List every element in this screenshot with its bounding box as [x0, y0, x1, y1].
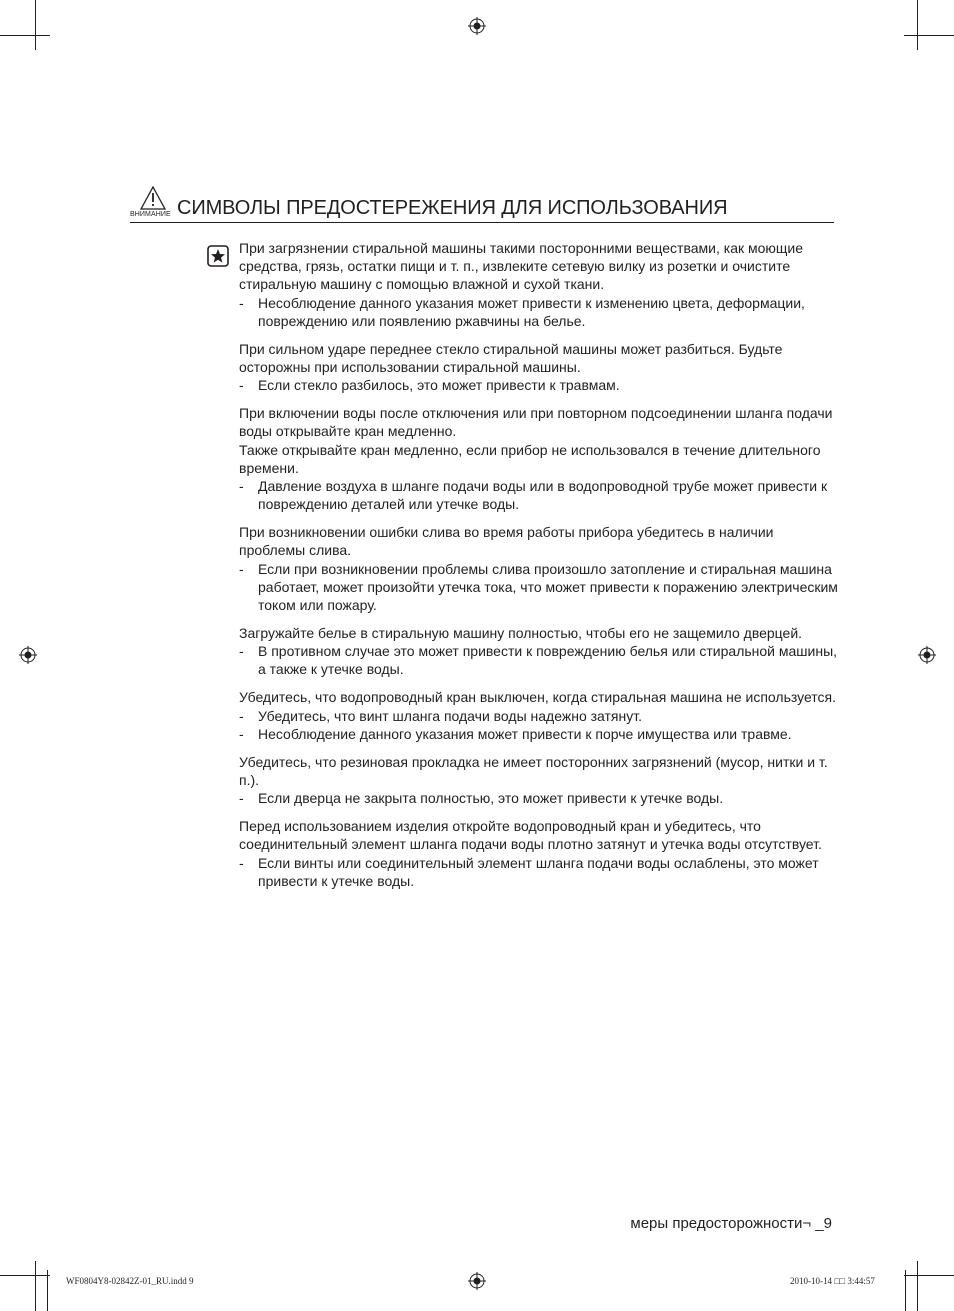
- precaution-text: При возникновении ошибки слива во время работы прибора убедитесь в наличии проблемы слива.: [239, 524, 774, 559]
- crop-mark: [917, 0, 918, 50]
- crop-mark: [0, 1275, 50, 1276]
- precaution-text: Загружайте белье в стиральную машину полностью, чтобы его не защемило дверцей.: [239, 625, 803, 642]
- crop-mark: [904, 1275, 954, 1276]
- page-footer-title: меры предосторожности¬ _9: [630, 1215, 832, 1232]
- bullet-dash: -: [239, 707, 244, 724]
- consequence-bullet: [239, 560, 839, 615]
- bullet-text: Если при возникновении проблемы слива произошло затопление и стиральная машина работает, может произойти утечка тока, что может привести к поражению электрическим током или пожару.: [258, 560, 838, 614]
- star-icon: [207, 245, 229, 267]
- bullet-dash: -: [239, 560, 244, 577]
- precaution-text: При загрязнении стиральной машины такими посторонними веществами, как моющие средства, грязь, остатки пищи и т. п., извлеките сетевую вилку из розетки и очистите стиральную машину с помощью влажной и сухой ткани.: [239, 240, 804, 293]
- bullet-text: Несоблюдение данного указания может привести к изменению цвета, деформации, повреждению или появлению ржавчины на белье.: [258, 294, 805, 329]
- precaution-text: Перед использованием изделия откройте водопроводный кран и убедитесь, что соединительный элемент шланга подачи воды плотно затянут и утечка воды отсутствует.: [239, 818, 822, 853]
- precaution-item: [239, 340, 839, 395]
- precaution-text: Также открывайте кран медленно, если прибор не использовался в течение длительного времени.: [239, 441, 821, 476]
- bullet-text: Убедитесь, что винт шланга подачи воды надежно затянут.: [258, 707, 642, 724]
- bullet-dash: -: [239, 725, 244, 742]
- print-slug-date: 2010-10-14 □□ 3:44:57: [790, 1276, 875, 1286]
- page-title: СИМВОЛЫ ПРЕДОСТЕРЕЖЕНИЯ ДЛЯ ИСПОЛЬЗОВАНИЯ: [177, 197, 728, 219]
- crop-mark: [35, 0, 36, 50]
- precaution-item: [239, 523, 839, 614]
- bullet-dash: -: [239, 790, 244, 807]
- precaution-text: Убедитесь, что водопроводный кран выключен, когда стиральная машина не используется.: [239, 689, 837, 706]
- bullet-text: Давление воздуха в шланге подачи воды или в водопроводной трубе может привести к повреждению деталей или утечке воды.: [258, 478, 828, 513]
- crop-mark: [47, 1270, 48, 1311]
- consequence-bullet: [239, 477, 839, 513]
- bullet-dash: -: [239, 294, 244, 311]
- crop-mark: [905, 1270, 906, 1311]
- consequence-bullet: [239, 789, 839, 807]
- precaution-item: [239, 624, 839, 679]
- bullet-dash: -: [239, 478, 244, 495]
- consequence-bullet: [239, 707, 839, 725]
- bullet-dash: -: [239, 643, 244, 660]
- print-slug-file: WF0804Y8-02842Z-01_RU.indd 9: [66, 1276, 194, 1286]
- precaution-text: Убедитесь, что резиновая прокладка не имеет посторонних загрязнений (мусор, нитки и т. п.).: [239, 753, 828, 789]
- crop-mark: [904, 35, 954, 36]
- bullet-dash: -: [239, 854, 244, 871]
- consequence-bullet: [239, 725, 839, 743]
- consequence-bullet: [239, 854, 839, 890]
- registration-mark-icon: [918, 646, 936, 664]
- crop-mark: [917, 1261, 918, 1311]
- crop-mark: [35, 1261, 36, 1311]
- warning-triangle-icon: [140, 186, 166, 210]
- bullet-text: В противном случае это может привести к повреждению белья или стиральной машины, а также к утечке воды.: [258, 643, 838, 678]
- precaution-item: [239, 753, 839, 808]
- consequence-bullet: [239, 376, 839, 394]
- bullet-dash: -: [239, 377, 244, 394]
- crop-mark: [0, 35, 50, 36]
- precaution-text: При сильном ударе переднее стекло стиральной машины может разбиться. Будьте осторожны при использовании стиральной машины.: [239, 340, 783, 376]
- bullet-text: Если винты или соединительный элемент шланга подачи воды ослаблены, это может привести к утечке воды.: [258, 854, 819, 889]
- precaution-item: [239, 688, 839, 743]
- bullet-text: Несоблюдение данного указания может привести к порче имущества или травме.: [258, 725, 792, 742]
- bullet-text: Если дверца не закрыта полностью, это может привести к утечке воды.: [258, 790, 724, 807]
- precaution-text: При включении воды после отключения или при повторном подсоединении шланга подачи воды открывайте кран медленно.: [239, 405, 833, 440]
- precaution-item: [239, 817, 839, 890]
- bullet-text: Если стекло разбилось, это может привести к травмам.: [258, 377, 620, 394]
- precautions-list: [239, 239, 839, 900]
- registration-mark-icon: [468, 1272, 486, 1290]
- section-heading: [130, 186, 834, 223]
- precaution-item: [239, 404, 839, 513]
- warning-label: ВНИМАНИЕ: [130, 211, 171, 218]
- registration-mark-icon: [19, 646, 37, 664]
- registration-mark-icon: [468, 17, 486, 35]
- precaution-item: [239, 239, 839, 330]
- consequence-bullet: [239, 642, 839, 678]
- consequence-bullet: [239, 294, 839, 330]
